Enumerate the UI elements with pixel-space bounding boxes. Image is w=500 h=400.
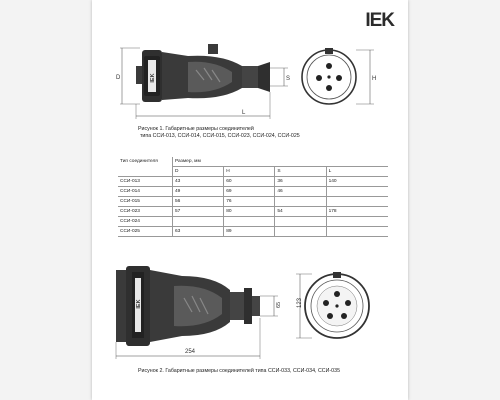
table-row: ССИ-014 49 69 46 — [118, 187, 388, 197]
dimensions-table — [118, 157, 388, 237]
table-row: ССИ-015 56 76 — [118, 197, 388, 207]
iek-logo: IEK — [365, 10, 394, 31]
header-size: Размер, мм — [173, 157, 389, 167]
table-row: ССИ-025 63 89 — [118, 227, 388, 237]
figure-2-drawing — [92, 262, 408, 366]
figure-1-caption-line2: типа ССИ-013, ССИ-014, ССИ-015, ССИ-023, ССИ-024, ССИ-025 — [140, 133, 300, 139]
svg-text:IEK: IEK — [150, 73, 156, 83]
plug-front-view-2 — [305, 272, 369, 338]
svg-text:IEK: IEK — [136, 299, 142, 309]
table-subheader-row — [118, 167, 388, 177]
dim-S-label: S — [286, 76, 291, 82]
dim-123-label: 123 — [297, 297, 303, 308]
subheader-H: H — [224, 167, 275, 177]
dim-H-label: H — [372, 76, 377, 82]
plug-front-view — [302, 48, 356, 104]
subheader-D: D — [173, 167, 224, 177]
table-row: ССИ-013 43 60 36 140 — [118, 177, 388, 187]
dim-L-label: L — [242, 110, 246, 116]
figure-1-drawing — [92, 0, 408, 128]
header-type: Тип соединителя — [120, 159, 158, 165]
dim-65-label: 65 — [276, 301, 282, 308]
plug-side-view-2 — [116, 266, 278, 346]
table-row: ССИ-023 57 80 54 178 — [118, 207, 388, 217]
subheader-L: L — [326, 167, 388, 177]
document-page — [92, 0, 408, 400]
table-row: ССИ-024 — [118, 217, 388, 227]
table-header-row — [118, 157, 388, 167]
figure-1-caption-line1: Рисунок 1. Габаритные размеры соединителей — [138, 126, 254, 132]
plug-side-view — [136, 44, 291, 102]
figure-2-caption: Рисунок 2. Габаритные размеры соединителей типа ССИ-033, ССИ-034, ССИ-035 — [138, 368, 341, 374]
subheader-S: S — [275, 167, 326, 177]
dim-D-label: D — [116, 75, 121, 81]
dim-254-label: 254 — [185, 349, 196, 355]
